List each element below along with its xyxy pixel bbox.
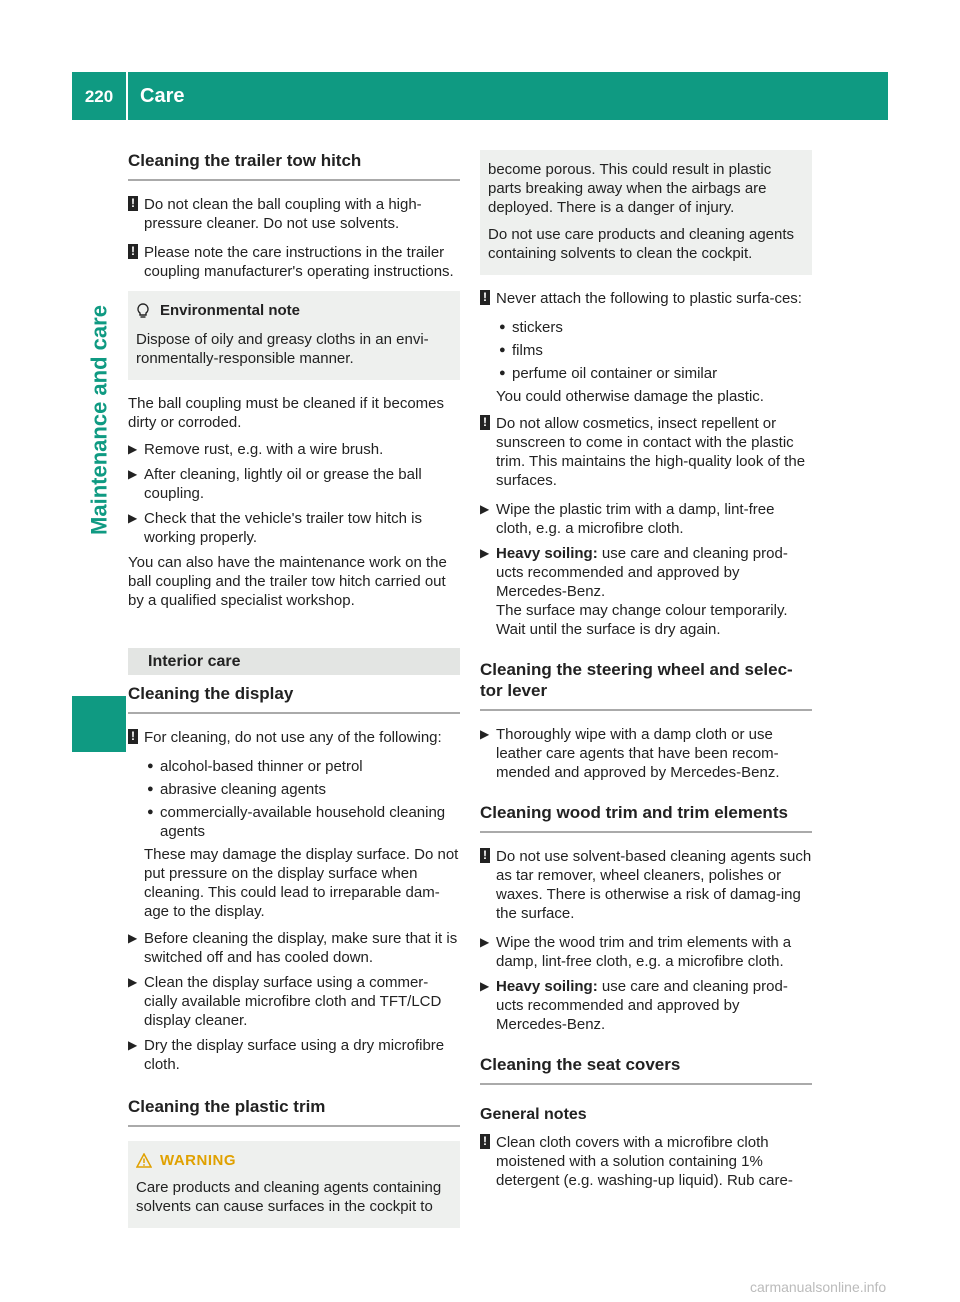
bullet-list (128, 757, 460, 841)
step: ▶ Heavy soiling: use care and cleaning prod-ucts recommended and approved by Mercedes-Benz. (480, 978, 788, 1033)
exclamation-icon: ! (128, 729, 138, 744)
step: ▶ Clean the display surface using a commer-cially available microfibre cloth and TFT/LCD display cleaner. (128, 974, 442, 1029)
exclamation-icon: ! (480, 848, 490, 863)
note: ! Do not allow cosmetics, insect repellent or sunscreen to come in contact with the plastic trim. This maintains the high-quality look of the surfaces. (480, 414, 812, 490)
page-number: 220 (84, 86, 114, 106)
list-item: ● commercially-available household cleaning agents (147, 804, 446, 840)
arrow-right-icon: ▶ (128, 931, 138, 945)
section-title: Care (140, 84, 185, 107)
note: ! For cleaning, do not use any of the following: (128, 728, 460, 747)
arrow-right-icon: ▶ (480, 546, 490, 560)
exclamation-icon: ! (128, 196, 138, 211)
header-divider (126, 72, 128, 120)
paragraph: You could otherwise damage the plastic. (496, 388, 764, 405)
step: ▶ Thoroughly wipe with a damp cloth or use leather care agents that have been recom-mended and approved by Mercedes-Benz. (480, 726, 780, 781)
step: ▶ Remove rust, e.g. with a wire brush. (128, 441, 384, 458)
list-item: ● abrasive cleaning agents (147, 781, 326, 798)
list-item: ● films (499, 342, 543, 359)
page-header (72, 72, 888, 120)
step: ▶ Before cleaning the display, make sure that it is switched off and has cooled down. (128, 930, 458, 966)
warning-box-continued: become porous. This could result in plastic parts breaking away when the airbags are deployed. There is a danger of injury. Do not use care products and cleaning agents containing solvents to clean the cockpit. (480, 150, 812, 275)
note: ! Clean cloth covers with a microfibre cloth moistened with a solution containing 1% detergent (e.g. washing-up liquid). Rub care- (480, 1133, 812, 1190)
heading-display: Cleaning the display (128, 683, 460, 714)
arrow-right-icon: ▶ (480, 979, 490, 993)
step: ▶ Wipe the wood trim and trim elements with a damp, lint-free cloth, e.g. a microfibre cloth. (480, 934, 792, 970)
arrow-right-icon: ▶ (128, 975, 138, 989)
exclamation-icon: ! (128, 244, 138, 259)
arrow-right-icon: ▶ (480, 935, 490, 949)
paragraph: These may damage the display surface. Do not put pressure on the display surface when cleaning. This could lead to irreparable dam-age to the display. (144, 846, 459, 920)
paragraph: The ball coupling must be cleaned if it becomes dirty or corroded. (128, 395, 445, 431)
arrow-right-icon: ▶ (480, 727, 490, 741)
arrow-right-icon: ▶ (128, 511, 138, 525)
heading-plastic: Cleaning the plastic trim (128, 1096, 460, 1127)
arrow-right-icon: ▶ (480, 502, 490, 516)
right-column (480, 150, 812, 1200)
heading-steering: Cleaning the steering wheel and selec-tor lever (480, 659, 812, 711)
paragraph: You can also have the maintenance work on the ball coupling and the trailer tow hitch carried out by a qualified specialist workshop. (128, 554, 447, 609)
step: ▶ Wipe the plastic trim with a damp, lint-free cloth, e.g. a microfibre cloth. (480, 501, 775, 537)
heading-seat: Cleaning the seat covers (480, 1054, 812, 1085)
heading-trailer: Cleaning the trailer tow hitch (128, 150, 460, 181)
note: ! Do not clean the ball coupling with a high-pressure cleaner. Do not use solvents. (128, 195, 460, 233)
arrow-right-icon: ▶ (128, 467, 138, 481)
environmental-note: Environmental note Dispose of oily and greasy cloths in an envi-ronmentally-responsible manner. (128, 291, 460, 380)
list-item: ● alcohol-based thinner or petrol (147, 758, 363, 775)
warning-box: WARNING Care products and cleaning agents containing solvents can cause surfaces in the cockpit to (128, 1141, 460, 1228)
bullet-list (480, 318, 812, 383)
step: ▶ Dry the display surface using a dry microfibre cloth. (128, 1037, 445, 1073)
subheading-general-notes: General notes (480, 1106, 587, 1123)
watermark: carmanualsonline.info (750, 1279, 887, 1295)
lightbulb-icon (136, 303, 150, 319)
exclamation-icon: ! (480, 290, 490, 305)
list-item: ● stickers (499, 319, 563, 336)
note: ! Do not use solvent-based cleaning agents such as tar remover, wheel cleaners, polishes or waxes. There is otherwise a risk of damag-ing the surface. (480, 847, 812, 923)
arrow-right-icon: ▶ (128, 442, 138, 456)
arrow-right-icon: ▶ (128, 1038, 138, 1052)
warning-triangle-icon (136, 1153, 152, 1168)
side-tab-marker (72, 696, 126, 752)
side-tab-label: Maintenance and care (86, 305, 112, 535)
note: ! Please note the care instructions in the trailer coupling manufacturer's operating instructions. (128, 243, 460, 281)
step: ▶ Check that the vehicle's trailer tow hitch is working properly. (128, 510, 422, 546)
left-column (128, 150, 460, 1242)
exclamation-icon: ! (480, 1134, 490, 1149)
step: ▶ After cleaning, lightly oil or grease the ball coupling. (128, 466, 422, 502)
exclamation-icon: ! (480, 415, 490, 430)
step: ▶ Heavy soiling: use care and cleaning prod-ucts recommended and approved by Mercedes-Benz. The surface may change colour temporarily. Wait until the surface is dry again. (480, 545, 788, 638)
heading-wood: Cleaning wood trim and trim elements (480, 802, 812, 833)
note: ! Never attach the following to plastic surfa-ces: (480, 289, 812, 308)
list-item: ● perfume oil container or similar (499, 365, 718, 382)
interior-care-band: Interior care (128, 648, 460, 675)
